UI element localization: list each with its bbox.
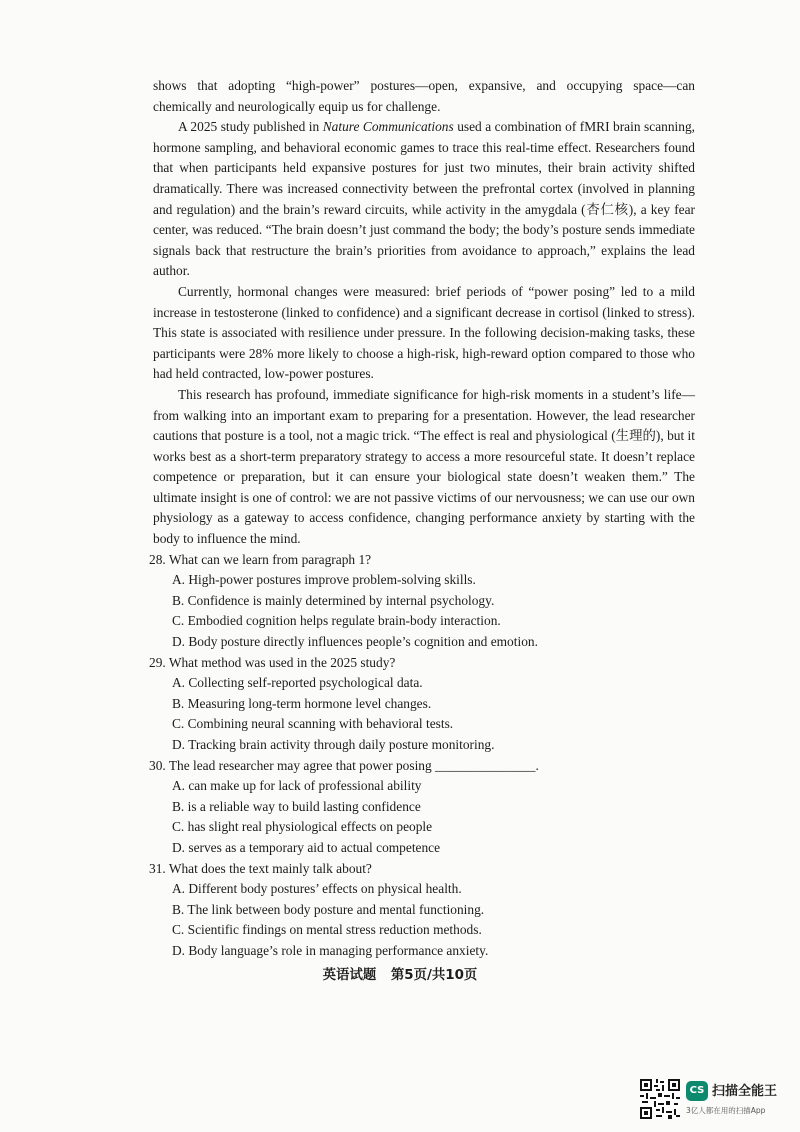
cs-logo-icon: CS [686,1081,708,1101]
paragraph-2-intro: A 2025 study published in [178,119,323,135]
journal-name: Nature Communications [322,119,454,135]
scanner-brand-name: 扫描全能王 [712,1084,778,1099]
question-31 [149,859,695,962]
passage-paragraph-4: This research has profound, immediate significance for high-risk moments in a student’s life—from walking into an important exam to preparing for a presentation. However, the lead researcher cautions that posture is a tool, not a magic trick. “The effect is real and physiological (生理的), but it works best as a short-term preparatory strategy to access a more resourceful state. It doesn’t replace competence or preparation, but it can ensure your biological state doesn’t weaken them.” The ultimate insight is one of control: we are not passive victims of our nervousness; we can use our own physiology as a gateway to access confidence, changing performance anxiety by starting with the body to influence the mind. [153,386,695,547]
question-stem: 29. What method was used in the 2025 study? [149,654,396,670]
option-c: C. has slight real physiological effects on people [172,819,433,835]
scanner-watermark [640,1079,790,1121]
passage-paragraph-1-tail: shows that adopting “high-power” postures—open, expansive, and occupying space—can chemically and neurologically equip us for challenge. [153,78,695,114]
option-d: D. serves as a temporary aid to actual competence [172,839,441,855]
footer-subject: 英语试题 [322,968,377,983]
scanner-tagline: 3亿人都在用的扫描App [686,1106,766,1115]
option-a: A. Different body postures’ effects on physical health. [172,881,462,897]
page-footer [0,964,800,983]
question-29 [149,653,695,756]
option-b: B. Measuring long-term hormone level changes. [172,695,432,711]
option-c: C. Scientific findings on mental stress reduction methods. [172,922,482,938]
option-b: B. is a reliable way to build lasting confidence [172,798,421,814]
question-stem: 31. What does the text mainly talk about? [149,860,372,876]
option-d: D. Tracking brain activity through daily posture monitoring. [172,737,495,752]
passage-paragraph-3: Currently, hormonal changes were measured: brief periods of “power posing” led to a mild increase in testosterone (linked to confidence) and a significant decrease in cortisol (linked to stress). This state is associated with resilience under pressure. In the following decision-making tasks, these participants were 28% more likely to choose a high-risk, high-reward option compared to those who had held contracted, low-power postures. [153,283,695,382]
option-a: A. can make up for lack of professional ability [172,778,422,794]
option-a: A. High-power postures improve problem-solving skills. [172,572,476,588]
question-stem: 28. What can we learn from paragraph 1? [149,551,372,567]
option-c: C. Combining neural scanning with behavioral tests. [172,716,454,732]
option-d: D. Body posture directly influences people’s cognition and emotion. [172,634,538,650]
exam-page [149,76,695,962]
question-28 [149,550,695,653]
option-a: A. Collecting self-reported psychological data. [172,675,423,691]
question-30 [149,756,695,859]
option-b: B. The link between body posture and mental functioning. [172,901,485,917]
qr-code-icon [640,1079,680,1119]
paragraph-2-body: used a combination of fMRI brain scanning, hormone sampling, and behavioral economic games to trace this real-time effect. Researchers found that when participants held expansive postures for just two minutes, their brain activity shifted dramatically. There was increased connectivity between the prefrontal cortex (involved in planning and regulation) and the brain’s reward circuits, while activity in the amygdala (杏仁核), a key fear center, was reduced. “The brain doesn’t just command the body; the body’s posture sends immediate signals back that restructure the brain’s priorities from avoidance to approach,” explains the lead author. [153,119,695,279]
option-b: B. Confidence is mainly determined by internal psychology. [172,592,495,608]
option-d: D. Body language’s role in managing performance anxiety. [172,942,489,958]
question-stem: 30. The lead researcher may agree that power posing _______________. [149,757,539,773]
footer-page-number: 第5页/共10页 [390,968,478,983]
option-c: C. Embodied cognition helps regulate brain-body interaction. [172,613,501,629]
passage-paragraph-2 [153,117,695,282]
